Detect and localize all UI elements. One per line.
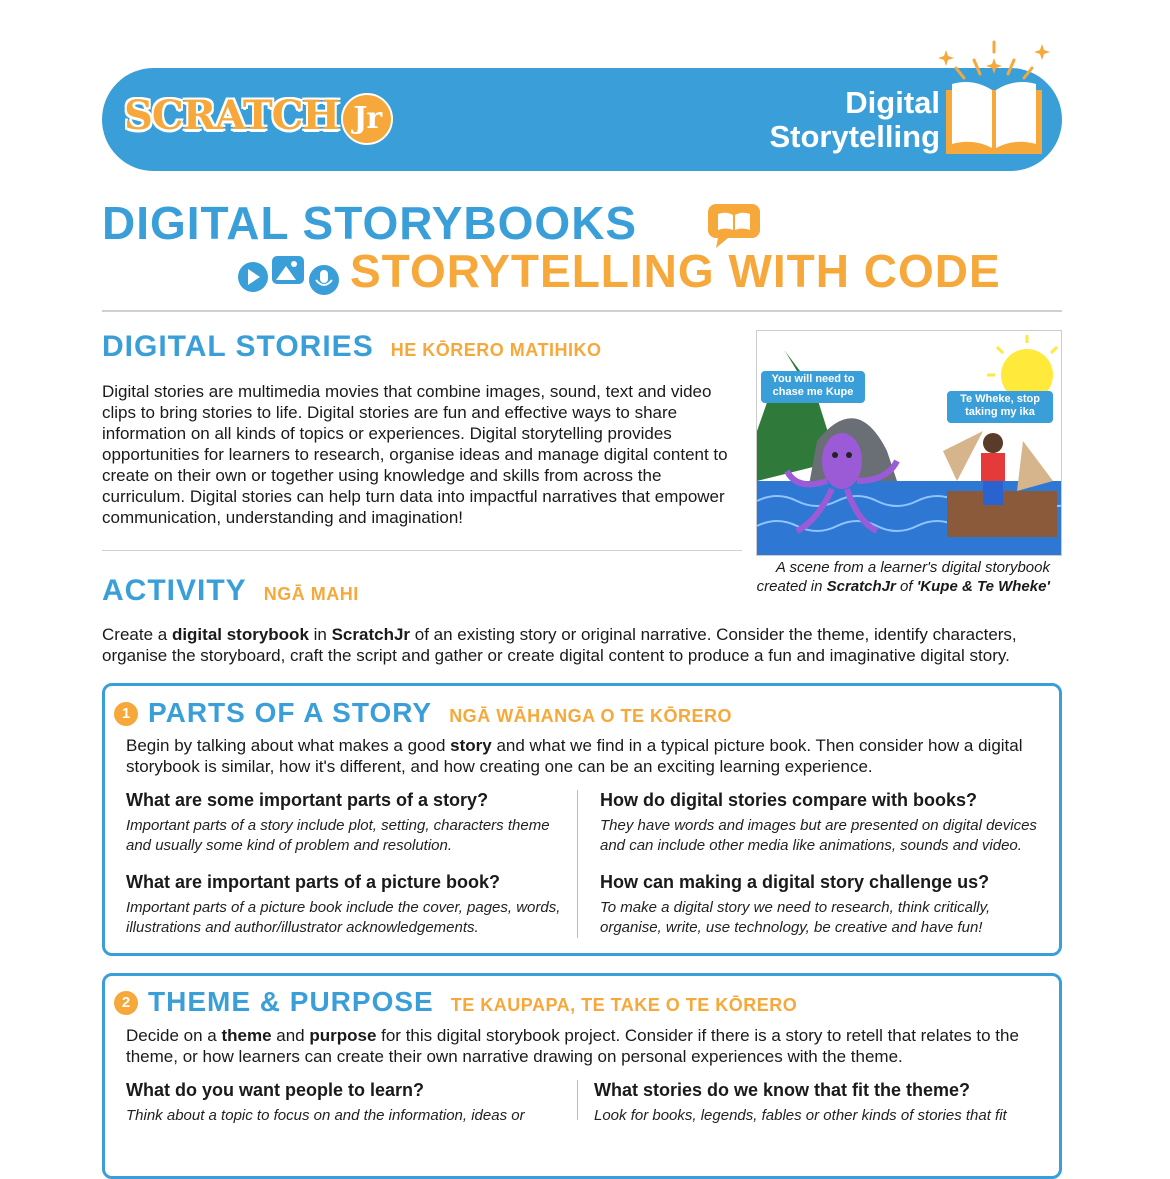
speech-bubble-left: You will need to chase me Kupe [771, 373, 855, 398]
media-icons [236, 252, 346, 298]
section1-title: PARTS OF A STORY [148, 697, 433, 728]
section2-column-divider [577, 1080, 578, 1120]
digital-stories-subtitle: HE KŌRERO MATIHIKO [390, 340, 602, 360]
header-title [769, 86, 940, 154]
question-3: What are important parts of a picture book? [126, 872, 501, 892]
section2-intro: Decide on a theme and purpose for this digital storybook project. Consider if there is a story to retell that relates to the theme, or how learners can create their own narrative drawing on personal experiences with the theme. [126, 1026, 1019, 1066]
answer-4: To make a digital story we need to research, think critically, organise, write, use technology, be creative and have fun! [600, 899, 991, 936]
header-title-line2: Storytelling [769, 119, 940, 154]
caption-line1: A scene from a learner's digital storybook [775, 559, 1050, 576]
digital-stories-heading [102, 330, 601, 364]
title-line1: DIGITAL STORYBOOKS [102, 197, 638, 249]
section-number-2: 2 [114, 991, 138, 1015]
answer-2: They have words and images but are presented on digital devices and can include other media like animations, sounds and video. [600, 817, 1037, 854]
activity-paragraph: Create a digital storybook in ScratchJr of an existing story or original narrative. Consider the theme, identify characters, organise the storyboard, craft the script and gather or create digital content to produce a fun and imaginative digital story. [102, 625, 1017, 665]
logo-text: SCRATCH [124, 92, 340, 139]
question-6: What stories do we know that fit the theme? [594, 1080, 971, 1100]
section-number-1: 1 [114, 702, 138, 726]
answer-3: Important parts of a picture book include the cover, pages, words, illustrations and author/illustrator acknowledgements. [126, 899, 561, 936]
answer-1: Important parts of a story include plot, setting, characters theme and usually some kind of problem and resolution. [126, 817, 550, 854]
section1-intro: Begin by talking about what makes a good story and what we find in a typical picture book. Then consider how a digital storybook is similar, how it's different, and how creating one can be an exciting learning experience. [126, 736, 1023, 776]
section2-heading [148, 986, 797, 1018]
scene-caption [700, 558, 1050, 596]
header-title-line1: Digital [845, 85, 940, 120]
digital-stories-title: DIGITAL STORIES [102, 330, 374, 363]
section1-column-divider [577, 790, 578, 938]
section2-subtitle: TE KAUPAPA, TE TAKE O TE KŌRERO [450, 995, 798, 1015]
caption-line2: created in ScratchJr of 'Kupe & Te Wheke' [756, 578, 1050, 595]
question-5: What do you want people to learn? [126, 1080, 425, 1100]
digital-stories-paragraph: Digital stories are multimedia movies that combine images, sound, text and video clips to bring stories to life. Digital stories are fun and effective ways to share information on all kinds of topics or experiences. Digital storytelling provides opportunities for learners to research, organise ideas and manage digital content to create on their own or together using knowledge and skills from across the curriculum. Digital stories can help turn data into impactful narratives that empower communication, understanding and imagination! [102, 382, 728, 527]
activity-title: ACTIVITY [102, 574, 247, 607]
activity-subtitle: NGĀ MAHI [263, 584, 359, 604]
section1-subtitle: NGĀ WĀHANGA O TE KŌRERO [449, 706, 733, 726]
open-book-icon [938, 38, 1050, 160]
question-2: How do digital stories compare with books? [600, 790, 978, 810]
section2-title: THEME & PURPOSE [148, 986, 434, 1017]
question-4: How can making a digital story challenge us? [600, 872, 990, 892]
activity-heading [102, 574, 359, 608]
storybook-scene-image [756, 330, 1062, 556]
speech-book-icon [706, 202, 762, 248]
answer-5: Think about a topic to focus on and the information, ideas or [126, 1107, 525, 1124]
answer-6: Look for books, legends, fables or other kinds of stories that fit [594, 1107, 1007, 1124]
question-1: What are some important parts of a story? [126, 790, 489, 810]
logo-jr: Jr [341, 93, 393, 145]
title-divider [102, 310, 1062, 312]
section1-heading [148, 697, 732, 729]
scratchjr-logo [124, 92, 393, 145]
title-line2: STORYTELLING WITH CODE [350, 245, 1001, 297]
speech-bubble-right: Te Wheke, stop taking my ika [960, 393, 1040, 418]
section-divider [102, 550, 742, 551]
